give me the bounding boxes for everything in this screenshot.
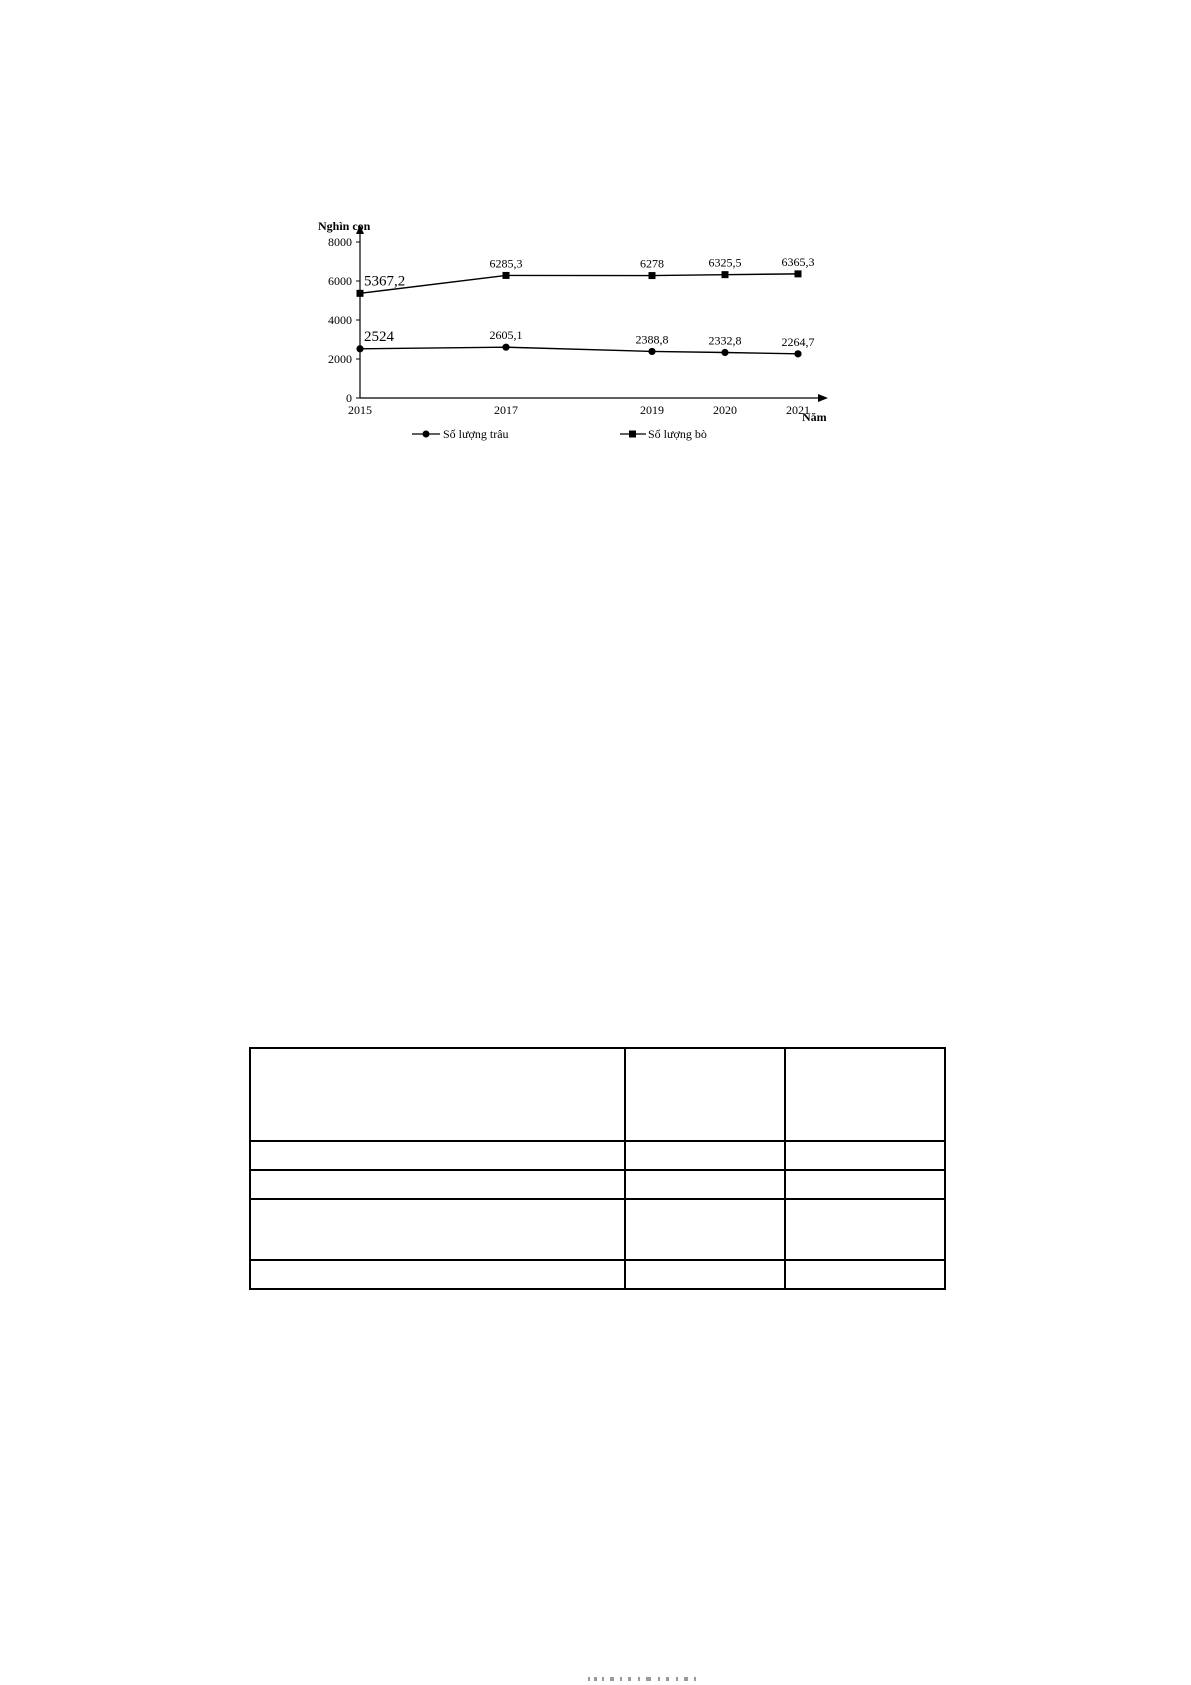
table-body <box>250 1048 945 1289</box>
table-row <box>250 1260 945 1289</box>
table-cell <box>785 1260 945 1289</box>
table-cell <box>625 1260 785 1289</box>
y-tick-label: 0 <box>346 391 352 405</box>
data-point <box>357 290 364 297</box>
series-line <box>360 347 798 354</box>
table-cell <box>625 1199 785 1260</box>
data-point <box>648 348 655 355</box>
series-bo <box>357 255 815 297</box>
series-layer <box>356 255 814 358</box>
table-cell <box>250 1260 625 1289</box>
y-tick-label: 2000 <box>328 352 352 366</box>
legend <box>412 427 707 441</box>
x-axis-title: Năm <box>802 410 827 424</box>
chart-axes <box>356 225 828 402</box>
x-axis-arrow <box>818 394 828 402</box>
table-cell <box>785 1199 945 1260</box>
x-tick-label: 2015 <box>348 403 372 417</box>
table-row <box>250 1048 945 1141</box>
data-label: 2332,8 <box>708 333 742 348</box>
data-point <box>795 270 802 277</box>
data-point <box>502 344 509 351</box>
table-row <box>250 1170 945 1199</box>
table-cell <box>625 1048 785 1141</box>
legend-marker-bo <box>629 431 636 438</box>
data-point <box>649 272 656 279</box>
data-label: 2264,7 <box>781 334 815 349</box>
data-label: 6285,3 <box>489 256 523 271</box>
legend-marker-trau <box>423 431 430 438</box>
table-cell <box>250 1048 625 1141</box>
data-label: 2605,1 <box>489 328 523 343</box>
series-line <box>360 274 798 293</box>
data-label: 6325,5 <box>708 255 742 270</box>
series-trau <box>356 328 814 357</box>
table-cell <box>250 1141 625 1170</box>
x-tick-label: 2020 <box>713 403 737 417</box>
x-tick-label: 2019 <box>640 403 664 417</box>
table-cell <box>625 1141 785 1170</box>
legend-item-bo <box>620 427 707 441</box>
legend-item-trau <box>412 427 509 441</box>
data-label: 6278 <box>640 256 664 271</box>
table-cell <box>625 1170 785 1199</box>
legend-label-bo: Số lượng bò <box>648 427 707 441</box>
data-point <box>356 345 363 352</box>
data-label: 2524 <box>364 328 394 345</box>
empty-table <box>249 1047 946 1290</box>
y-tick-label: 8000 <box>328 235 352 249</box>
y-ticks <box>328 235 360 405</box>
y-tick-label: 6000 <box>328 274 352 288</box>
legend-label-trau: Số lượng trâu <box>443 427 509 441</box>
line-chart <box>300 220 840 450</box>
table-cell <box>785 1141 945 1170</box>
data-point <box>794 350 801 357</box>
data-point <box>721 349 728 356</box>
x-ticks <box>348 403 810 417</box>
data-point <box>722 271 729 278</box>
table-cell <box>785 1048 945 1141</box>
table-cell <box>785 1170 945 1199</box>
x-tick-label: 2021 <box>786 403 810 417</box>
y-tick-label: 4000 <box>328 313 352 327</box>
table-row <box>250 1199 945 1260</box>
table-cell <box>250 1170 625 1199</box>
x-tick-label: 2017 <box>494 403 518 417</box>
y-axis-title: Nghìn con <box>318 220 371 233</box>
data-label: 2388,8 <box>635 332 669 347</box>
table-cell <box>250 1199 625 1260</box>
table-row <box>250 1141 945 1170</box>
data-label: 5367,2 <box>364 273 406 290</box>
bottom-edge-marks <box>588 1677 698 1681</box>
data-point <box>503 272 510 279</box>
data-label: 6365,3 <box>781 254 815 269</box>
